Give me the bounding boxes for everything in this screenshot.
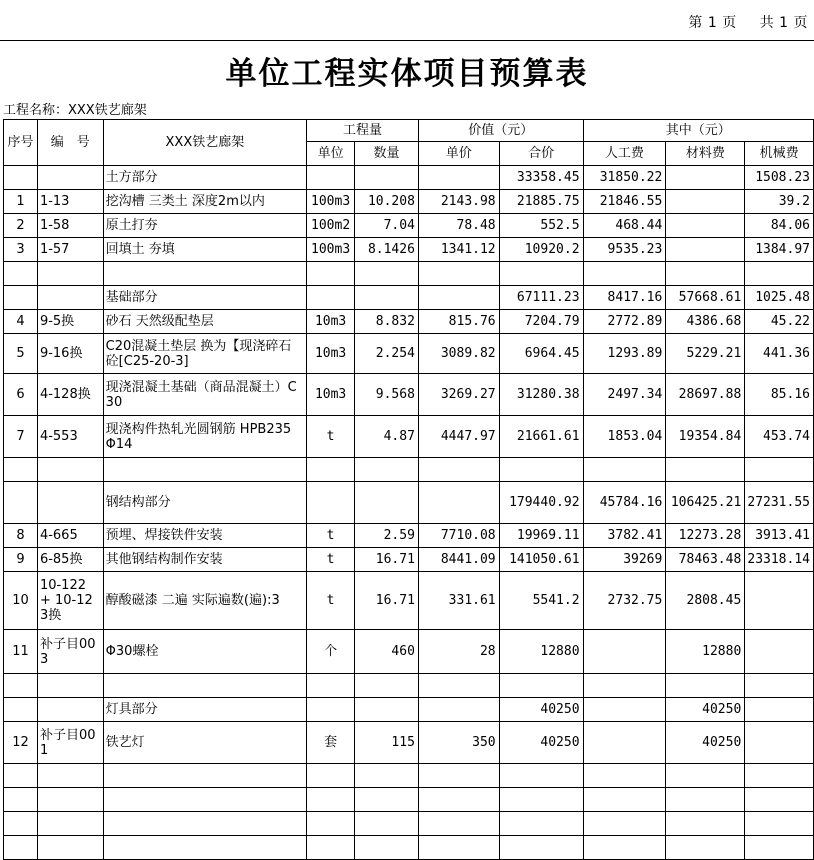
row-total: 40250 [499,698,583,722]
row-name: 醇酸磁漆 二遍 实际遍数(遍):3 [103,572,306,630]
row-qty: 2.59 [355,524,419,548]
row-unit: 10m3 [307,334,355,374]
row-machine [745,262,814,286]
row-labor [583,788,666,812]
row-machine [745,674,814,698]
row-labor: 2772.89 [583,310,666,334]
row-labor [583,812,666,836]
row-qty [355,674,419,698]
row-seq [4,698,38,722]
row-total: 6964.45 [499,334,583,374]
header-machine: 机械费 [745,142,814,166]
row-seq: 6 [4,374,38,416]
table-row [4,572,814,630]
row-name: 灯具部分 [103,698,306,722]
row-unit [307,286,355,310]
table-row [4,674,814,698]
row-name: 其他钢结构制作安装 [103,548,306,572]
row-labor [583,698,666,722]
row-labor: 1853.04 [583,416,666,458]
row-material: 40250 [666,698,745,722]
row-name: 土方部分 [103,166,306,190]
row-total: 10920.2 [499,238,583,262]
row-unit: 套 [307,722,355,764]
table-row [4,286,814,310]
row-total: 552.5 [499,214,583,238]
row-qty [355,286,419,310]
row-material [666,166,745,190]
row-name [103,458,306,482]
table-row [4,334,814,374]
row-qty [355,482,419,524]
row-seq [4,788,38,812]
row-qty [355,262,419,286]
row-unit [307,764,355,788]
row-labor: 8417.16 [583,286,666,310]
row-labor [583,458,666,482]
row-code: 1-13 [37,190,103,214]
row-unit-price [418,812,499,836]
table-row [4,698,814,722]
row-machine [745,572,814,630]
row-unit-price: 2143.98 [418,190,499,214]
row-qty: 7.04 [355,214,419,238]
header-unit: 单位 [307,142,355,166]
row-unit-price: 331.61 [418,572,499,630]
row-material: 19354.84 [666,416,745,458]
row-name: 基础部分 [103,286,306,310]
row-name: 现浇构件热轧光圆钢筋 HPB235 Φ14 [103,416,306,458]
row-material: 12880 [666,630,745,674]
header-rule [0,40,814,41]
row-machine [745,836,814,860]
row-code: 4-128换 [37,374,103,416]
row-name: 现浇混凝土基础（商品混凝土）C30 [103,374,306,416]
row-material [666,788,745,812]
row-total [499,812,583,836]
row-material: 40250 [666,722,745,764]
row-seq: 7 [4,416,38,458]
row-qty: 2.254 [355,334,419,374]
row-material [666,238,745,262]
row-name [103,674,306,698]
row-total: 67111.23 [499,286,583,310]
row-code: 10-122 + 10-123换 [37,572,103,630]
row-seq: 2 [4,214,38,238]
header-of-which-group: 其中（元） [583,120,813,142]
header-quantity-group: 工程量 [307,120,419,142]
row-total [499,262,583,286]
row-seq [4,262,38,286]
row-seq [4,166,38,190]
row-machine [745,812,814,836]
row-code [37,262,103,286]
header-qty: 数量 [355,142,419,166]
row-qty: 8.832 [355,310,419,334]
row-unit-price: 4447.97 [418,416,499,458]
row-unit-price [418,482,499,524]
row-total [499,458,583,482]
row-labor: 468.44 [583,214,666,238]
row-qty [355,836,419,860]
header-row-1 [4,120,814,142]
row-labor [583,722,666,764]
table-row [4,630,814,674]
table-row [4,812,814,836]
row-labor: 31850.22 [583,166,666,190]
header-seq: 序号 [4,120,38,166]
header-name: XXX铁艺廊架 [103,120,306,166]
budget-table [3,119,814,860]
row-seq [4,286,38,310]
row-machine [745,698,814,722]
row-code [37,812,103,836]
row-unit-price [418,458,499,482]
row-name: Φ30螺栓 [103,630,306,674]
row-unit-price: 7710.08 [418,524,499,548]
row-material: 28697.88 [666,374,745,416]
row-unit-price: 350 [418,722,499,764]
row-name [103,812,306,836]
row-unit: 100m3 [307,238,355,262]
row-name: 铁艺灯 [103,722,306,764]
row-total [499,788,583,812]
row-unit [307,836,355,860]
row-unit: 10m3 [307,374,355,416]
row-labor: 2497.34 [583,374,666,416]
row-unit: 100m2 [307,214,355,238]
row-unit [307,262,355,286]
table-row [4,262,814,286]
row-seq: 8 [4,524,38,548]
row-total [499,674,583,698]
row-unit-price [418,764,499,788]
header-material: 材料费 [666,142,745,166]
header-unit-price: 单价 [418,142,499,166]
row-material [666,812,745,836]
row-machine [745,722,814,764]
row-seq [4,764,38,788]
row-machine: 39.2 [745,190,814,214]
row-unit-price: 3089.82 [418,334,499,374]
table-row [4,416,814,458]
row-material: 78463.48 [666,548,745,572]
row-unit-price [418,674,499,698]
row-machine: 84.06 [745,214,814,238]
row-name [103,788,306,812]
table-row [4,374,814,416]
row-material [666,190,745,214]
row-total: 141050.61 [499,548,583,572]
table-row [4,238,814,262]
row-unit-price [418,286,499,310]
row-machine: 27231.55 [745,482,814,524]
table-row [4,764,814,788]
table-row [4,166,814,190]
row-seq [4,482,38,524]
row-code [37,788,103,812]
row-code: 9-16换 [37,334,103,374]
budget-table-body [4,120,814,860]
row-material [666,458,745,482]
header-labor: 人工费 [583,142,666,166]
row-machine [745,458,814,482]
row-total: 21661.61 [499,416,583,458]
row-unit: t [307,572,355,630]
row-seq [4,458,38,482]
row-machine [745,764,814,788]
table-row [4,458,814,482]
row-material: 4386.68 [666,310,745,334]
row-qty: 16.71 [355,572,419,630]
row-labor [583,262,666,286]
row-total: 5541.2 [499,572,583,630]
row-name [103,764,306,788]
row-unit: t [307,416,355,458]
table-row [4,310,814,334]
row-unit-price [418,166,499,190]
row-name: 预埋、焊接铁件安装 [103,524,306,548]
row-qty [355,458,419,482]
row-unit-price [418,788,499,812]
row-labor: 1293.89 [583,334,666,374]
row-unit [307,812,355,836]
row-unit [307,788,355,812]
row-qty [355,812,419,836]
row-seq [4,674,38,698]
row-labor: 2732.75 [583,572,666,630]
row-material [666,674,745,698]
page-indicator [688,12,808,32]
row-labor [583,836,666,860]
row-code [37,286,103,310]
row-material: 2808.45 [666,572,745,630]
table-row [4,548,814,572]
row-code: 补子目003 [37,630,103,674]
row-qty: 460 [355,630,419,674]
row-seq: 5 [4,334,38,374]
row-total: 21885.75 [499,190,583,214]
row-labor: 3782.41 [583,524,666,548]
row-qty: 4.87 [355,416,419,458]
row-name [103,836,306,860]
header-total: 合价 [499,142,583,166]
row-unit [307,482,355,524]
table-row [4,788,814,812]
row-unit [307,674,355,698]
row-labor [583,674,666,698]
row-unit-price [418,836,499,860]
row-unit: 100m3 [307,190,355,214]
page-total: 共 1 页 [759,15,808,31]
row-seq: 3 [4,238,38,262]
row-machine: 3913.41 [745,524,814,548]
table-row [4,214,814,238]
row-qty [355,788,419,812]
row-seq: 11 [4,630,38,674]
row-code: 1-58 [37,214,103,238]
row-total: 31280.38 [499,374,583,416]
row-qty: 115 [355,722,419,764]
row-labor: 39269 [583,548,666,572]
row-seq: 1 [4,190,38,214]
row-qty: 9.568 [355,374,419,416]
row-qty [355,166,419,190]
row-material [666,262,745,286]
row-labor [583,630,666,674]
row-unit-price: 28 [418,630,499,674]
row-total: 33358.45 [499,166,583,190]
row-machine: 23318.14 [745,548,814,572]
row-machine: 1384.97 [745,238,814,262]
row-unit-price: 3269.27 [418,374,499,416]
row-unit [307,698,355,722]
row-qty [355,698,419,722]
row-total: 12880 [499,630,583,674]
page-current: 第 1 页 [688,15,737,31]
row-unit-price: 1341.12 [418,238,499,262]
header-value-group: 价值（元） [418,120,583,142]
table-row [4,482,814,524]
row-code [37,698,103,722]
row-qty: 16.71 [355,548,419,572]
row-material: 57668.61 [666,286,745,310]
row-total: 179440.92 [499,482,583,524]
row-code [37,764,103,788]
row-code: 1-57 [37,238,103,262]
row-unit: t [307,524,355,548]
row-labor: 45784.16 [583,482,666,524]
row-code [37,836,103,860]
row-name: 原土打夯 [103,214,306,238]
row-seq [4,812,38,836]
row-material [666,214,745,238]
row-total [499,764,583,788]
row-code [37,674,103,698]
row-machine: 453.74 [745,416,814,458]
row-seq: 9 [4,548,38,572]
row-name [103,262,306,286]
row-material [666,764,745,788]
row-unit-price [418,262,499,286]
row-material: 12273.28 [666,524,745,548]
row-code: 4-553 [37,416,103,458]
row-qty: 8.1426 [355,238,419,262]
row-qty [355,764,419,788]
row-code [37,458,103,482]
table-row [4,722,814,764]
row-machine [745,788,814,812]
row-code [37,166,103,190]
row-code: 补子目001 [37,722,103,764]
row-seq: 4 [4,310,38,334]
row-material: 5229.21 [666,334,745,374]
row-unit: 10m3 [307,310,355,334]
row-machine: 85.16 [745,374,814,416]
row-code [37,482,103,524]
row-seq: 12 [4,722,38,764]
row-unit: 个 [307,630,355,674]
row-code: 4-665 [37,524,103,548]
header-code: 编 号 [37,120,103,166]
row-unit-price [418,698,499,722]
row-name: 挖沟槽 三类土 深度2m以内 [103,190,306,214]
row-unit [307,458,355,482]
row-unit-price: 78.48 [418,214,499,238]
row-labor [583,764,666,788]
row-name: C20混凝土垫层 换为【现浇碎石砼[C25-20-3] [103,334,306,374]
page-title: 单位工程实体项目预算表 [225,56,589,92]
row-labor: 9535.23 [583,238,666,262]
row-name: 钢结构部分 [103,482,306,524]
row-machine [745,630,814,674]
row-material: 106425.21 [666,482,745,524]
row-material [666,836,745,860]
row-seq [4,836,38,860]
row-total: 40250 [499,722,583,764]
row-labor: 21846.55 [583,190,666,214]
row-name: 砂石 天然级配垫层 [103,310,306,334]
row-qty: 10.208 [355,190,419,214]
table-row [4,190,814,214]
row-machine: 45.22 [745,310,814,334]
row-total: 7204.79 [499,310,583,334]
table-row [4,836,814,860]
row-machine: 441.36 [745,334,814,374]
table-row [4,524,814,548]
row-machine: 1025.48 [745,286,814,310]
row-code: 6-85换 [37,548,103,572]
row-total [499,836,583,860]
row-name: 回填土 夯填 [103,238,306,262]
row-unit [307,166,355,190]
row-code: 9-5换 [37,310,103,334]
row-unit-price: 8441.09 [418,548,499,572]
row-machine: 1508.23 [745,166,814,190]
row-unit-price: 815.76 [418,310,499,334]
row-unit: t [307,548,355,572]
project-name: 工程名称：XXX铁艺廊架 [3,103,147,118]
row-total: 19969.11 [499,524,583,548]
row-seq: 10 [4,572,38,630]
